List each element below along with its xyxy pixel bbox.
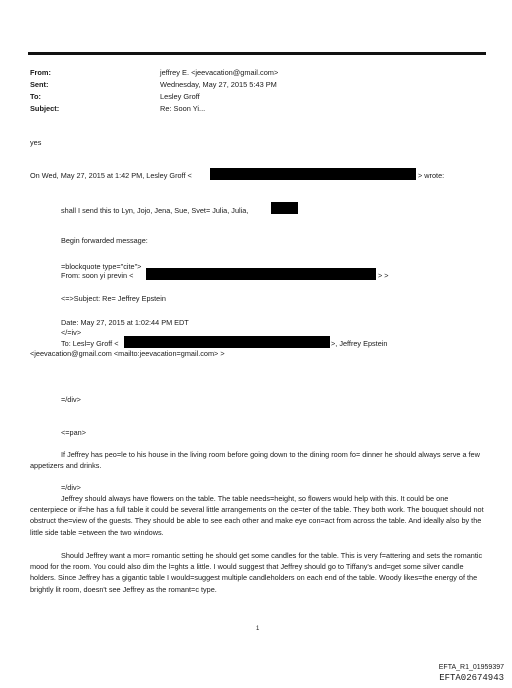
sent-label: Sent: [30, 80, 49, 89]
paragraph-appetizers: If Jeffrey has peo=le to his house in the living room before going down to the dining room fo= dinner he should always serve a few appetizers and drinks. [30, 450, 480, 471]
blockquote-tag: =blockquote type="cite"> [61, 262, 142, 271]
subject-value: Re: Soon Yi... [160, 104, 206, 113]
sent-value: Wednesday, May 27, 2015 5:43 PM [160, 80, 277, 89]
from-value: jeffrey E. <jeevacation@gmail.com> [160, 68, 279, 77]
redaction-block [146, 268, 376, 280]
paragraph-flowers: Jeffrey should always have flowers on the table. The table needs=height, so flowers would help with this. It could be one centerpiece or if=he has a full table it could be several little arrangements on the ce=ter of the table. They both work. The bouquet should not obstruct the=view of the guests. They should be able to see each other and make eye con=act from across the table. And ideally also by the little side table =etween the two windows. [30, 494, 484, 537]
forwarded-to-line-end: >, Jeffrey Epstein [331, 339, 388, 348]
document-footer [439, 663, 504, 683]
footer-id-2: EFTA02674943 [439, 673, 504, 683]
from-label: From: [30, 68, 51, 77]
redaction-block [124, 336, 330, 348]
quote-intro-end: > wrote: [418, 171, 445, 180]
shall-send-text: shall I send this to Lyn, Jojo, Jena, Sue, Svet= Julia, Julia, [61, 206, 249, 215]
forwarded-from-line: From: soon yi previn < [61, 271, 134, 280]
quote-intro: On Wed, May 27, 2015 at 1:42 PM, Lesley Groff < [30, 171, 192, 180]
forwarded-subject-line: <=>Subject: Re= Jeffrey Epstein [61, 294, 166, 303]
page-number: 1 [256, 626, 260, 632]
div-close-tag: =/div> [61, 395, 81, 404]
span-tag: <=pan> [61, 428, 86, 437]
to-label: To: [30, 92, 41, 101]
redaction-block [271, 202, 298, 214]
div-close-tag: =/div> [61, 483, 81, 492]
redaction-block [210, 168, 416, 180]
footer-id-1: EFTA_R1_01959397 [438, 664, 504, 671]
forwarded-to-email: <jeevacation@gmail.com <mailto:jeevacation=gmail.com> > [30, 349, 225, 358]
forwarded-to-line: To: Lesl=y Groff < [61, 339, 119, 348]
to-value: Lesley Groff [160, 92, 200, 101]
forwarded-from-end: > > [378, 271, 389, 280]
begin-forwarded: Begin forwarded message: [61, 236, 148, 245]
div-close-tag: </=iv> [61, 328, 82, 337]
subject-label: Subject: [30, 104, 60, 113]
header-rule [28, 52, 486, 55]
paragraph-candles: Should Jeffrey want a mor= romantic setting he should get some candles for the table. This is very f=attering and sets the romantic mood for the room. You could also dim the l=ghts a little. I would suggest that Jeffrey should go to Tiffany's and=get some silver candle holders. Since Jeffrey has a gigantic table I would=suggest multiple candleholders on each end of the table. Woody likes=the energy of the brightly lit room, doesn't see Jeffrey as the romant=c type. [30, 551, 483, 594]
forwarded-date-line: Date: May 27, 2015 at 1:02:44 PM EDT [61, 318, 189, 327]
reply-text: yes [30, 138, 42, 147]
